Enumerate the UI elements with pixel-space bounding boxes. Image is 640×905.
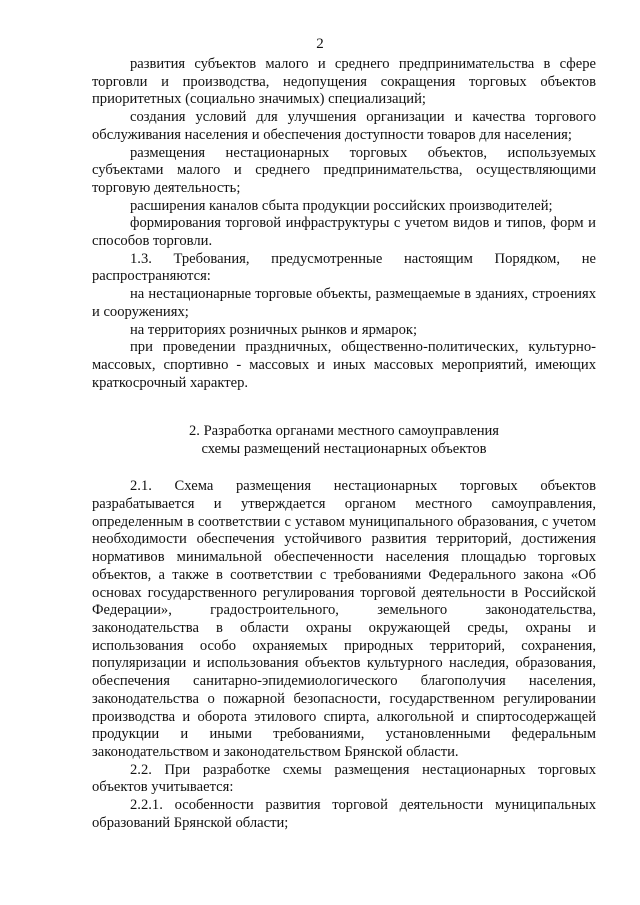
document-body (92, 56, 596, 832)
page-number: 2 (316, 36, 324, 52)
paragraph: 2.1. Схема размещения нестационарных торговых объектов разрабатывается и утверждается органом местного самоуправления, определенным в соответствии с уставом муниципального образования, с учетом необходимости обеспечения устойчивого развития территорий, достижения нормативов минимальной обеспеченности населения площадью торговых объектов, а также в соответствии с требованиями Федерального закона «Об основах государственного регулирования торговой деятельности в Российской Федерации», градостроительного, земельного законодательства, законодательства в области охраны окружающей среды, охраны и использования особо охраняемых природных территорий, сохранения, популяризации и использования объектов культурного наследия, образования, обеспечения санитарно-эпидемиологического благополучия населения, законодательства о пожарной безопасности, государственном регулировании производства и оборота этилового спирта, алкогольной и спиртосодержащей продукции и иными требованиями, установленными федеральным законодательством и законодательством Брянской области. (92, 478, 596, 760)
paragraph: 2.2. При разработке схемы размещения нестационарных торговых объектов учитывается: (92, 761, 596, 796)
paragraph: на нестационарные торговые объекты, размещаемые в зданиях, строениях и сооружениях; (92, 286, 596, 320)
paragraph: при проведении праздничных, общественно-политических, культурно-массовых, спортивно - массовых и иных массовых мероприятий, имеющих краткосрочный характер. (92, 339, 596, 391)
paragraph: развития субъектов малого и среднего предпринимательства в сфере торговли и производства, недопущения сокращения торговых объектов приоритетных (социально значимых) специализаций; (92, 56, 596, 108)
paragraph: расширения каналов сбыта продукции российских производителей; (130, 197, 553, 214)
paragraph: 1.3. Требования, предусмотренные настоящим Порядком, не распространяются: (92, 250, 596, 285)
paragraph: размещения нестационарных торговых объектов, используемых субъектами малого и среднего предпринимательства, осуществляющими торговую деятельность; (92, 144, 596, 196)
paragraph: на территориях розничных рынков и ярмарок; (130, 321, 418, 338)
paragraph: формирования торговой инфраструктуры с учетом видов и типов, форм и способов торговли. (92, 215, 596, 250)
section-heading-line-2: схемы размещений нестационарных объектов (201, 441, 487, 458)
section-heading-line-1: 2. Разработка органами местного самоуправления (188, 423, 500, 440)
paragraph: создания условий для улучшения организации и качества торгового обслуживания населения и обеспечения доступности товаров для населения; (92, 109, 596, 143)
section-heading (92, 422, 596, 458)
paragraph: 2.2.1. особенности развития торговой деятельности муниципальных образований Брянской области; (92, 797, 596, 831)
